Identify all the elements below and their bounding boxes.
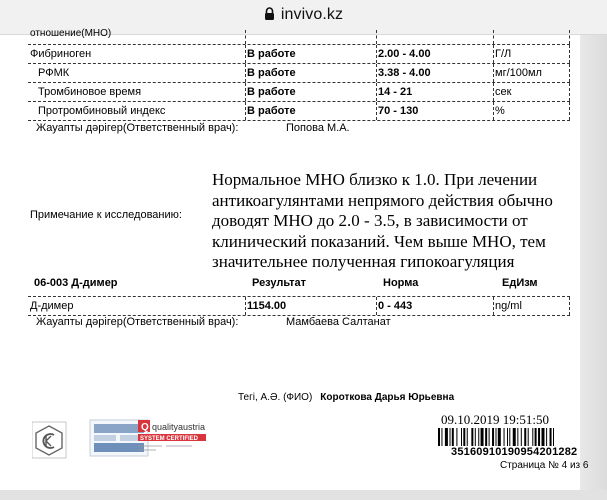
column-header-result: Результат (252, 277, 307, 289)
test-norm: 2.00 - 4.00 (378, 48, 431, 60)
divider (569, 83, 570, 101)
test-unit: Г/Л (495, 48, 512, 60)
note-text: Нормальное МНО близко к 1.0. При лечении антикоагулянтами непрямого действия обычно доводят МНО до 2.0 - 3.5, в зависимости от клинический показаний. Чем выше МНО, тем значительнее полученная гипокоагуляция (212, 170, 553, 271)
divider (493, 30, 494, 44)
page-number: Страница № 4 из 6 (500, 460, 589, 471)
responsible-doctor-name: Попова М.А. (286, 122, 350, 134)
test-result: 1154.00 (247, 300, 287, 312)
test-name: Д-димер (30, 300, 74, 312)
test-norm: 70 - 130 (378, 105, 419, 117)
test-norm: 0 - 443 (378, 300, 413, 312)
barcode-number: 3516091019095420128​2 (451, 446, 578, 458)
divider (245, 83, 246, 101)
divider (569, 45, 570, 63)
results-table-coagulation (28, 30, 570, 121)
barcode-bars (438, 428, 595, 446)
test-name: Протромбиновый индекс (38, 105, 166, 117)
responsible-doctor-label: Жауапты дәрігер(Ответственный врач): (36, 122, 239, 134)
kz-standard-logo (32, 422, 66, 458)
test-result: В работе (247, 105, 296, 117)
divider (569, 30, 570, 44)
test-name: Тромбиновое время (38, 86, 142, 98)
test-unit: сек (495, 86, 512, 98)
divider (493, 297, 494, 315)
divider (376, 297, 377, 315)
url-display[interactable] (0, 6, 607, 25)
divider (245, 297, 246, 315)
signature-line (238, 392, 454, 403)
divider (493, 64, 494, 82)
quality-cert-text: SYSTEM CERTIFIED (140, 436, 199, 442)
test-result: В работе (247, 67, 296, 79)
divider (376, 83, 377, 101)
table-row (28, 296, 570, 316)
table-row (28, 64, 570, 83)
test-group-header: 06-003 Д-димер (34, 277, 118, 289)
test-name: Фибриноген (30, 48, 92, 60)
responsible-doctor-label: Жауапты дәрігер(Ответственный врач): (36, 316, 239, 328)
divider (569, 297, 570, 315)
divider (493, 83, 494, 101)
divider (245, 102, 246, 120)
test-name-cut: отношение(МНО) (30, 28, 112, 39)
certification-logos (32, 418, 222, 467)
svg-text:Q: Q (141, 422, 149, 433)
lock-icon (264, 7, 275, 25)
test-norm: 3.38 - 4.00 (378, 67, 431, 79)
test-result: В работе (247, 48, 296, 60)
table-row (28, 83, 570, 102)
test-unit: мг/100мл (495, 67, 542, 79)
test-result: В работе (247, 86, 296, 98)
table-row (28, 30, 570, 45)
divider (493, 102, 494, 120)
test-norm: 14 - 21 (378, 86, 413, 98)
page-bottom-edge (0, 490, 607, 500)
divider (245, 64, 246, 82)
divider (376, 30, 377, 44)
test-unit: ng/ml (495, 300, 522, 312)
responsible-doctor-name: Мамбаева Салтанат (286, 316, 391, 328)
divider (569, 64, 570, 82)
note-label: Примечание к исследованию: (30, 209, 182, 221)
divider (376, 102, 377, 120)
divider (493, 45, 494, 63)
signature-name: Короткова Дарья Юрьевна (320, 392, 455, 403)
divider (245, 30, 246, 44)
test-name: РФМК (38, 67, 70, 79)
url-text: invivo.kz (280, 6, 344, 23)
print-datetime: 09.10.2019 19:51:50 (441, 412, 549, 427)
divider (376, 45, 377, 63)
divider (245, 45, 246, 63)
column-header-unit: ЕдИзм (502, 277, 538, 289)
test-unit: % (495, 105, 505, 117)
table-row (28, 102, 570, 121)
column-header-norm: Норма (383, 277, 419, 289)
signature-label: Тегі, А.Ә. (ФИО) (238, 392, 313, 403)
results-table-d-dimer (28, 296, 570, 316)
certification-logos-image (32, 418, 222, 462)
divider (376, 64, 377, 82)
quality-brand-text: qualityaustria (152, 422, 206, 432)
table-row (28, 45, 570, 64)
divider (569, 102, 570, 120)
